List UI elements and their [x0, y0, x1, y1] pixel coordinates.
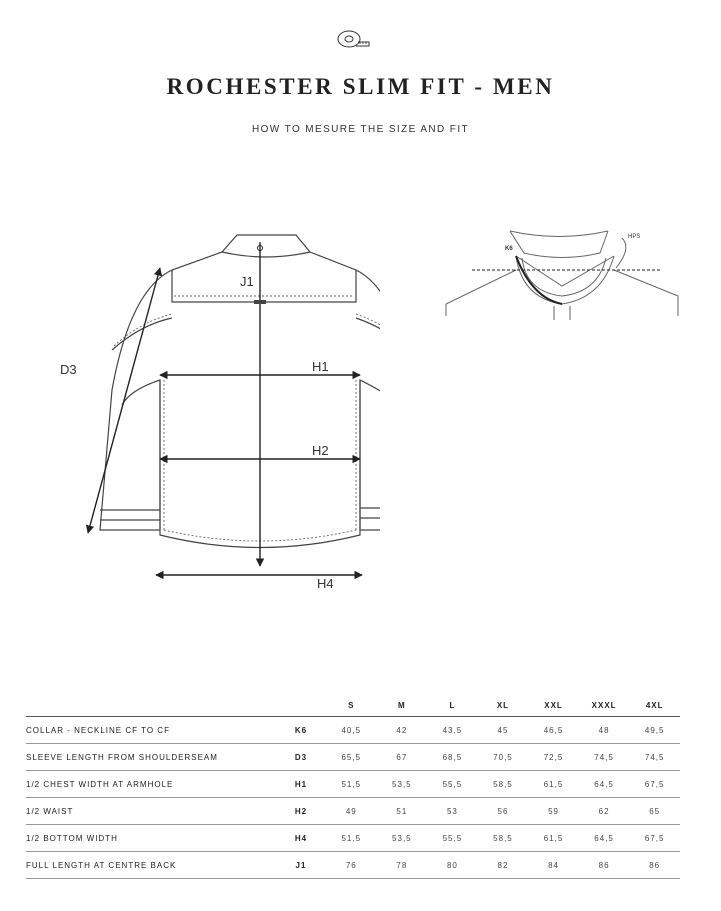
header-code [276, 694, 326, 717]
table-row [26, 852, 680, 879]
size-value: 64,5 [579, 825, 630, 852]
size-value: 61,5 [528, 825, 579, 852]
size-value: 62 [579, 798, 630, 825]
size-value: 55,5 [427, 825, 478, 852]
size-value: 67,5 [629, 771, 680, 798]
measurement-label: 1/2 WAIST [26, 798, 276, 825]
size-value: 80 [427, 852, 478, 879]
table-row [26, 717, 680, 744]
size-value: 84 [528, 852, 579, 879]
size-value: 74,5 [579, 744, 630, 771]
size-value: 40,5 [326, 717, 377, 744]
size-value: 49,5 [629, 717, 680, 744]
label-j1: J1 [240, 274, 254, 289]
size-value: 70,5 [478, 744, 529, 771]
label-d3: D3 [60, 362, 77, 377]
measurement-code: D3 [276, 744, 326, 771]
measurement-code: J1 [276, 852, 326, 879]
size-value: 48 [579, 717, 630, 744]
collar-detail-diagram [442, 228, 682, 328]
header-size: M [377, 694, 428, 717]
size-value: 67 [377, 744, 428, 771]
size-value: 58,5 [478, 825, 529, 852]
size-value: 78 [377, 852, 428, 879]
table-row [26, 771, 680, 798]
table-row [26, 825, 680, 852]
measurement-code: K6 [276, 717, 326, 744]
page-subtitle: HOW TO MESURE THE SIZE AND FIT [251, 124, 470, 135]
size-value: 43,5 [427, 717, 478, 744]
header-measurement [26, 694, 276, 717]
header-size: L [427, 694, 478, 717]
label-h4: H4 [317, 576, 334, 591]
size-value: 51,5 [326, 771, 377, 798]
size-value: 46,5 [528, 717, 579, 744]
table-header-row [26, 694, 680, 717]
size-value: 65,5 [326, 744, 377, 771]
size-value: 53,5 [377, 825, 428, 852]
label-hps: HPS [628, 234, 641, 240]
size-value: 61,5 [528, 771, 579, 798]
table-row [26, 744, 680, 771]
measurement-label: FULL LENGTH AT CENTRE BACK [26, 852, 276, 879]
header-size: XXXL [579, 694, 630, 717]
size-value: 65 [629, 798, 680, 825]
measuring-tape-icon [336, 28, 372, 50]
size-value: 51,5 [326, 825, 377, 852]
size-value: 53 [427, 798, 478, 825]
header-size: S [326, 694, 377, 717]
size-value: 51 [377, 798, 428, 825]
header-size: XL [478, 694, 529, 717]
size-value: 45 [478, 717, 529, 744]
size-value: 68,5 [427, 744, 478, 771]
header-size: 4XL [629, 694, 680, 717]
label-h1: H1 [312, 359, 329, 374]
size-value: 56 [478, 798, 529, 825]
size-value: 76 [326, 852, 377, 879]
measurement-code: H2 [276, 798, 326, 825]
measurement-label: COLLAR - NECKLINE CF TO CF [26, 717, 276, 744]
size-value: 59 [528, 798, 579, 825]
measurement-code: H1 [276, 771, 326, 798]
measurement-label: SLEEVE LENGTH FROM SHOULDERSEAM [26, 744, 276, 771]
size-value: 53,5 [377, 771, 428, 798]
size-value: 64,5 [579, 771, 630, 798]
size-value: 67,5 [629, 825, 680, 852]
size-value: 58,5 [478, 771, 529, 798]
size-value: 49 [326, 798, 377, 825]
size-table [26, 694, 680, 879]
page-title: ROCHESTER SLIM FIT - MEN [166, 74, 555, 99]
size-value: 86 [579, 852, 630, 879]
size-value: 82 [478, 852, 529, 879]
measurement-code: H4 [276, 825, 326, 852]
size-value: 42 [377, 717, 428, 744]
label-h2: H2 [312, 443, 329, 458]
size-value: 72,5 [528, 744, 579, 771]
label-k6: K6 [505, 246, 513, 252]
measurement-label: 1/2 BOTTOM WIDTH [26, 825, 276, 852]
table-row [26, 798, 680, 825]
measurement-label: 1/2 CHEST WIDTH AT ARMHOLE [26, 771, 276, 798]
shirt-back-diagram [60, 230, 380, 600]
size-value: 74,5 [629, 744, 680, 771]
size-value: 86 [629, 852, 680, 879]
size-value: 55,5 [427, 771, 478, 798]
header-size: XXL [528, 694, 579, 717]
